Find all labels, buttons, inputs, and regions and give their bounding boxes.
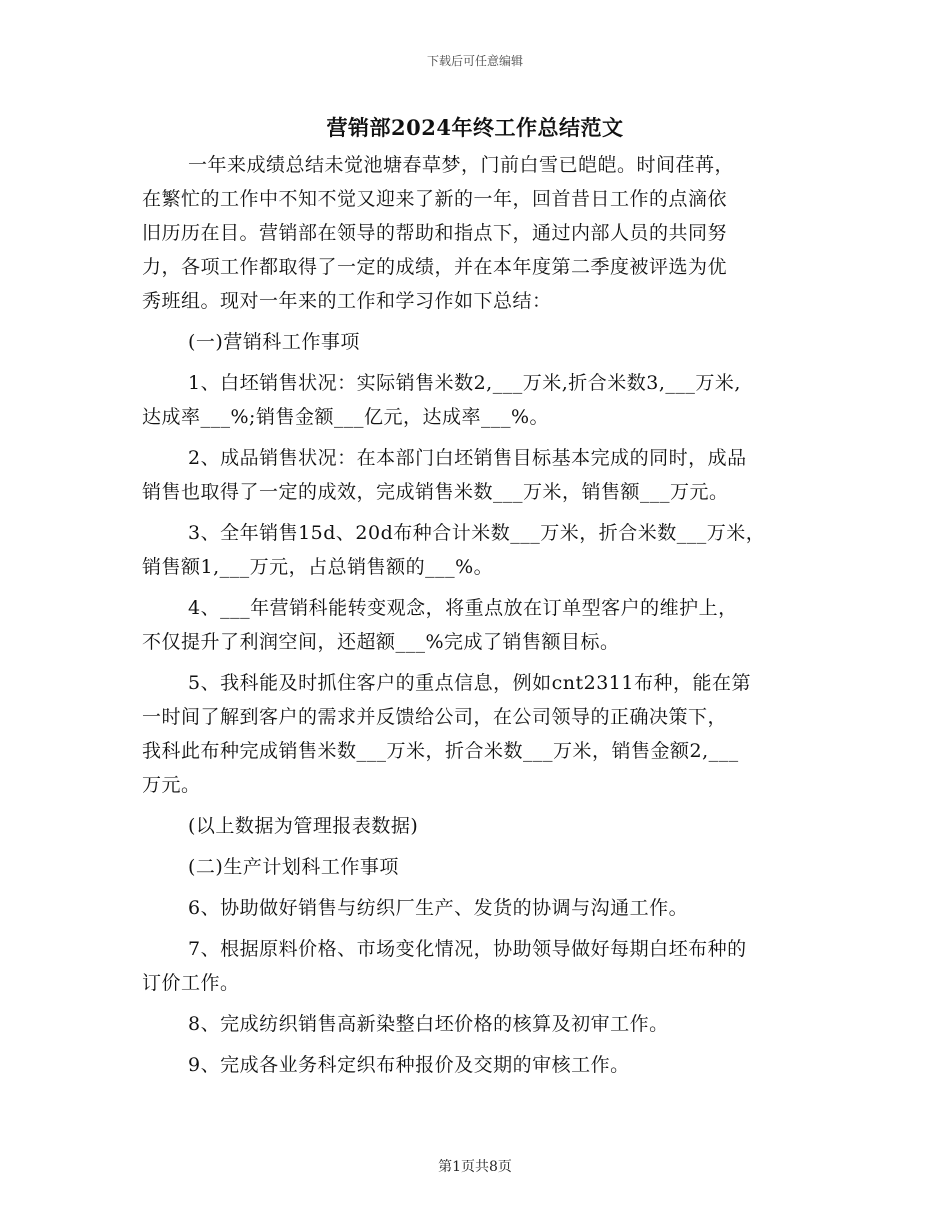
paragraph-line: 3、全年销售15d、20d布种合计米数___万米，折合米数___万米， xyxy=(188,522,766,544)
paragraph-line: 秀班组。现对一年来的工作和学习作如下总结： xyxy=(142,290,552,312)
paragraph-line: 9、完成各业务科定织布种报价及交期的审核工作。 xyxy=(188,1054,630,1076)
paragraph-line: 4、___年营销科能转变观念，将重点放在订单型客户的维护上， xyxy=(188,597,738,619)
paragraph-line: 销售也取得了一定的成效，完成销售米数___万米，销售额___万元。 xyxy=(142,481,729,503)
paragraph-line: 我科此布种完成销售米数___万米，折合米数___万米，销售金额2,___ xyxy=(142,740,739,762)
paragraph-line: 达成率___%;销售金额___亿元，达成率___%。 xyxy=(142,406,550,428)
paragraph-line: 5、我科能及时抓住客户的重点信息，例如cnt2311布种，能在第 xyxy=(188,672,751,694)
paragraph-line: 7、根据原料价格、市场变化情况，协助领导做好每期白坯布种的 xyxy=(188,938,747,960)
document-title: 营销部2024年终工作总结范文 xyxy=(326,115,624,140)
header-note: 下载后可任意编辑 xyxy=(426,54,523,68)
paragraph-line: 万元。 xyxy=(142,774,201,796)
paragraph-line: 在繁忙的工作中不知不觉又迎来了新的一年，回首昔日工作的点滴依 xyxy=(142,188,728,210)
paragraph-line: 一年来成绩总结未觉池塘春草梦，门前白雪已皑皑。时间荏苒， xyxy=(188,154,735,176)
section-heading: (一)营销科工作事项 xyxy=(188,331,360,353)
paragraph-line: 订价工作。 xyxy=(142,972,240,994)
document-body xyxy=(142,148,812,1082)
section-heading: (二)生产计划科工作事项 xyxy=(188,856,399,878)
paragraph-line: 2、成品销售状况：在本部门白坯销售目标基本完成的同时，成品 xyxy=(188,447,747,469)
paragraph-line: 力，各项工作都取得了一定的成绩，并在本年度第二季度被评选为优 xyxy=(142,256,728,278)
paragraph-line: 1、白坯销售状况：实际销售米数2,___万米,折合米数3,___万米, xyxy=(188,372,741,394)
paragraph-line: 6、协助做好销售与纺织厂生产、发货的协调与沟通工作。 xyxy=(188,897,689,919)
paragraph-line: 8、完成纺织销售高新染整白坯价格的核算及初审工作。 xyxy=(188,1013,669,1035)
paragraph-line: 销售额1,___万元，占总销售额的___%。 xyxy=(142,556,494,578)
page-number: 第1页共8页 xyxy=(438,1159,512,1175)
note-line: (以上数据为管理报表数据) xyxy=(188,815,419,837)
paragraph-line: 不仅提升了利润空间，还超额___%完成了销售额目标。 xyxy=(142,631,620,653)
paragraph-line: 一时间了解到客户的需求并反馈给公司，在公司领导的正确决策下， xyxy=(142,706,728,728)
paragraph-line: 旧历历在目。营销部在领导的帮助和指点下，通过内部人员的共同努 xyxy=(142,222,728,244)
